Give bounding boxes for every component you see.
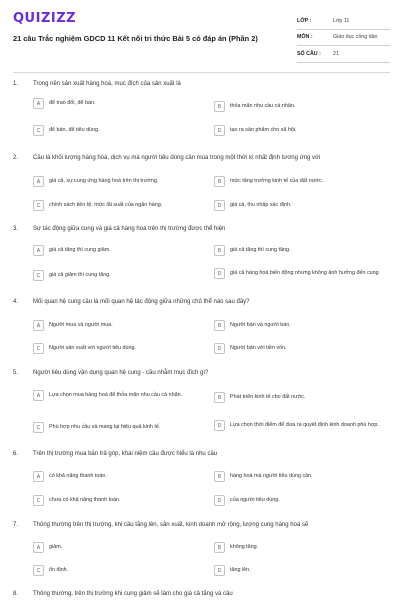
option-text: giá cả, sự cung ứng hàng hoá trên thị trường. [49, 178, 159, 184]
option-text: giá cả tăng thì cung tăng. [230, 247, 291, 253]
option-text: chưa có khả năng thanh toán. [49, 497, 121, 503]
option-letter: B [214, 101, 225, 112]
option-letter: A [33, 320, 44, 331]
option-b[interactable] [214, 101, 380, 112]
option-text: Người bán với tiền vốn. [230, 345, 287, 351]
option-letter: B [214, 245, 225, 256]
option-letter: D [214, 200, 225, 211]
option-text: không tăng. [230, 544, 259, 550]
document-title: 21 câu Trắc nghiệm GDCD 11 Kết nối tri thức Bài 5 có đáp án (Phần 2) [13, 34, 258, 43]
option-letter: D [214, 565, 225, 576]
option-c[interactable] [33, 125, 199, 136]
option-letter: C [33, 495, 44, 506]
option-text: hàng hoá mà người tiêu dùng cần. [230, 473, 313, 479]
meta-row-count [297, 46, 390, 63]
meta-table [297, 13, 390, 63]
question-text: Sự tác động giữa cung và giá cả hàng hoá trên thị trường được thể hiện [33, 226, 226, 232]
option-a[interactable] [33, 98, 199, 109]
option-a[interactable] [33, 320, 199, 331]
option-text: tạo ra sản phẩm cho xã hội. [230, 127, 297, 133]
question-text: Trên thị trường mua bán trả góp, khái niệm cầu được hiểu là nhu cầu [33, 451, 218, 457]
option-a[interactable] [33, 176, 199, 187]
option-text: Phát triển kinh tế cho đất nước. [230, 394, 306, 400]
option-letter: A [33, 542, 44, 553]
option-text: ổn định. [49, 567, 69, 573]
question-number: 6. [13, 451, 19, 457]
question-number: 1. [13, 81, 19, 87]
question-text: Người tiêu dùng vận dụng quan hệ cung - cầu nhằm mục đích gì? [33, 370, 209, 376]
option-b[interactable] [214, 176, 380, 187]
option-text: giá cả giảm thì cung tăng. [49, 272, 111, 278]
option-d[interactable] [214, 565, 380, 576]
question-number: 8. [13, 591, 19, 597]
option-letter: C [33, 343, 44, 354]
option-b[interactable] [214, 471, 380, 482]
meta-label-grade: LỚP : [297, 17, 312, 24]
option-a[interactable] [33, 542, 199, 553]
option-letter: D [214, 268, 225, 279]
option-letter: A [33, 471, 44, 482]
option-text: để bán, để tiêu dùng. [49, 127, 100, 133]
option-text: thỏa mãn nhu cầu cá nhân. [230, 103, 296, 109]
question-number: 3. [13, 226, 19, 232]
option-a[interactable] [33, 390, 199, 401]
option-letter: C [33, 270, 44, 281]
option-a[interactable] [33, 245, 199, 256]
option-c[interactable] [33, 495, 199, 506]
option-letter: D [214, 343, 225, 354]
option-letter: A [33, 98, 44, 109]
option-letter: B [214, 542, 225, 553]
option-letter: B [214, 392, 225, 403]
meta-value-subject: Giáo dục công dân [333, 34, 378, 41]
quizizz-logo: QUIZIZZ [13, 11, 77, 26]
question-text: Thông thường, trên thị trường khi cung giảm sẽ làm cho giá cả tăng và cầu [33, 591, 233, 597]
question-number: 7. [13, 522, 19, 528]
question-text: Thông thường trên thị trường, khi cầu tăng lên, sản xuất, kinh doanh mở rộng, lượng cung hàng hoá sẽ [33, 522, 309, 528]
option-d[interactable] [214, 268, 380, 279]
option-text: Người mua và người mua. [49, 322, 113, 328]
option-letter: B [214, 471, 225, 482]
question-number: 5. [13, 370, 19, 376]
option-letter: C [33, 200, 44, 211]
option-letter: C [33, 422, 44, 433]
option-c[interactable] [33, 343, 199, 354]
option-b[interactable] [214, 392, 380, 403]
option-letter: A [33, 390, 44, 401]
option-text: giá cả tăng thì cung giảm. [49, 247, 111, 253]
question-text: Cầu là khối lượng hàng hoá, dịch vụ mà người tiêu dùng cần mua trong một thời kì nhất định tương ứng với [33, 155, 321, 161]
option-a[interactable] [33, 471, 199, 482]
option-text: Phù hợp nhu cầu và mang lại hiệu quả kinh tế. [49, 424, 161, 430]
meta-label-subject: MÔN : [297, 34, 313, 41]
option-text: Người sản xuất với người tiêu dùng. [49, 345, 137, 351]
option-b[interactable] [214, 245, 380, 256]
option-text: giá cả hàng hoá biến động nhưng không ảnh hưởng đến cung [230, 270, 379, 276]
option-letter: A [33, 245, 44, 256]
option-text: Người bán và người bán. [230, 322, 291, 328]
meta-value-grade: Lớp 11 [333, 17, 350, 24]
option-b[interactable] [214, 542, 380, 553]
meta-row-subject [297, 30, 390, 47]
question-number: 4. [13, 299, 19, 305]
option-letter: D [214, 495, 225, 506]
option-text: giảm. [49, 544, 63, 550]
question-text: Trong nền sản xuất hàng hoá, mục đích của sản xuất là [33, 81, 181, 87]
option-letter: C [33, 125, 44, 136]
option-letter: B [214, 176, 225, 187]
meta-label-count: SỐ CÂU : [297, 50, 321, 57]
option-d[interactable] [214, 495, 380, 506]
option-c[interactable] [33, 200, 199, 211]
option-text: để trao đổi, để bán. [49, 100, 96, 106]
option-text: mức tăng trưởng kinh tế của đất nước. [230, 178, 324, 184]
option-text: của người tiêu dùng. [230, 497, 280, 503]
option-letter: C [33, 565, 44, 576]
option-text: có khả năng thanh toán. [49, 473, 107, 479]
option-text: giá cả, thu nhập xác định. [230, 202, 292, 208]
option-letter: A [33, 176, 44, 187]
option-b[interactable] [214, 320, 380, 331]
option-letter: D [214, 125, 225, 136]
option-text: Lựa chọn thời điểm để đưa ra quyết định kinh doanh phù hợp. [230, 422, 379, 428]
option-text: tăng lên. [230, 567, 251, 573]
header-divider [13, 72, 390, 73]
option-d[interactable] [214, 343, 380, 354]
option-d[interactable] [214, 420, 380, 431]
meta-value-count: 21 [333, 50, 339, 57]
option-text: chính sách tiền tệ, mức lãi suất của ngân hàng. [49, 202, 163, 208]
option-d[interactable] [214, 200, 380, 211]
document-header [0, 0, 400, 70]
meta-row-grade [297, 13, 390, 30]
option-c[interactable] [33, 422, 199, 433]
option-c[interactable] [33, 565, 199, 576]
option-letter: B [214, 320, 225, 331]
option-c[interactable] [33, 270, 199, 281]
question-number: 2. [13, 155, 19, 161]
option-text: Lựa chọn mua hàng hoá để thỏa mãn nhu cầu cá nhân. [49, 392, 183, 398]
question-text: Mối quan hệ cung cầu là mối quan hệ tác động giữa những chủ thể nào sau đây? [33, 299, 250, 305]
option-letter: D [214, 420, 225, 431]
option-d[interactable] [214, 125, 380, 136]
